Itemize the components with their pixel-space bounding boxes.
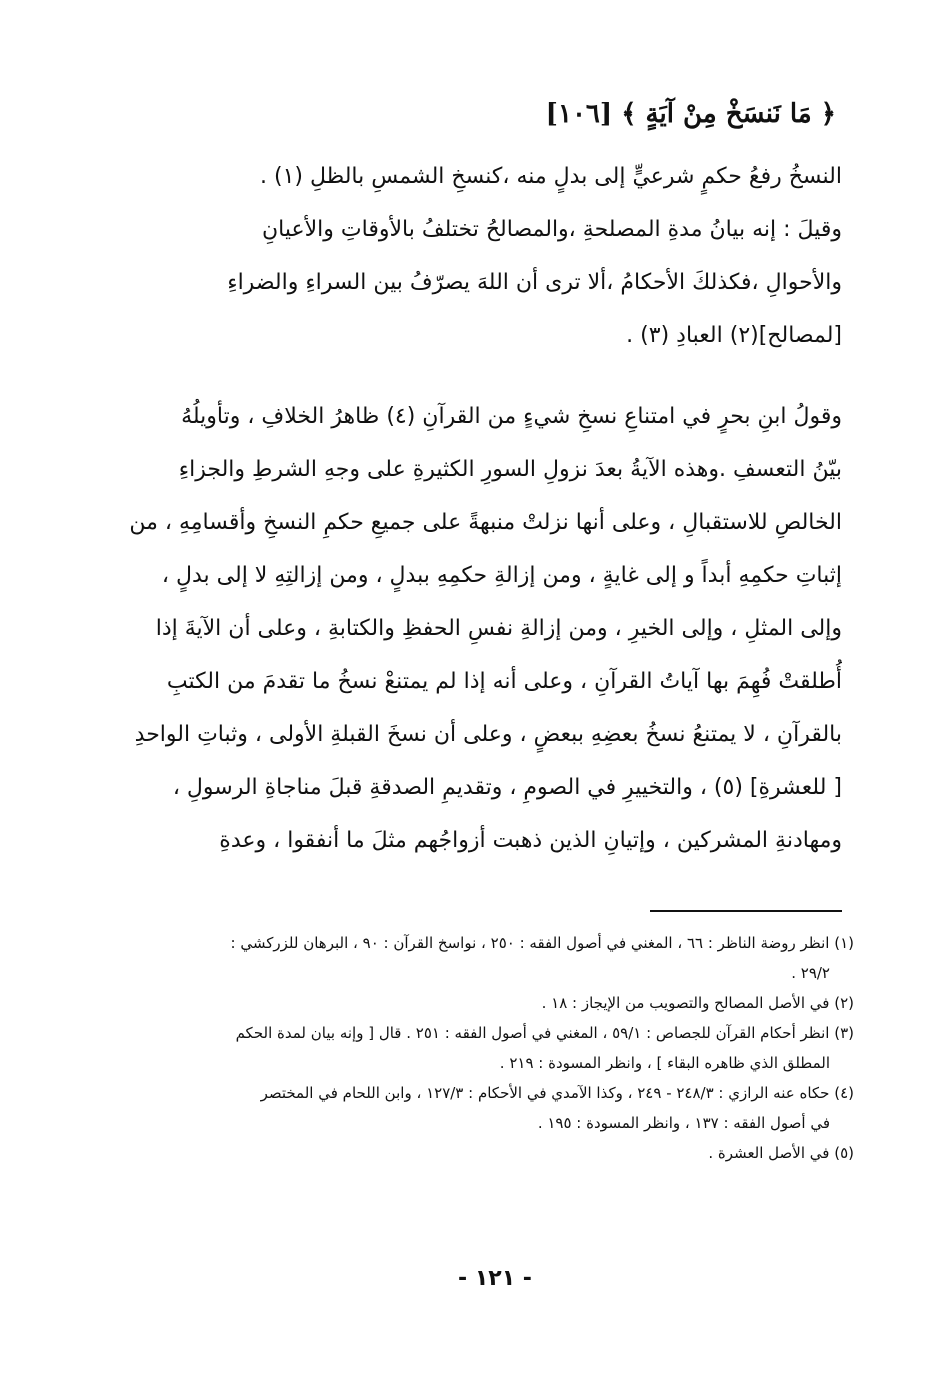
text-line: [لمصالح](٢) العبادِ (٣) . [626, 323, 842, 348]
footnote-line: (٣) انظر أحكام القرآن للجصاص : ٥٩/١ ، المغني في أصول الفقه : ٢٥١ . قال [ وإنه بيان لمدة الحكم [235, 1024, 854, 1042]
paragraph-gap [82, 362, 842, 390]
footnote-line: (٢) في الأصل المصالح والتصويب من الإيجاز : ١٨ . [541, 994, 854, 1012]
text-line: بيّنُ التعسفِ .وهذه الآيةُ بعدَ نزولِ السورِ الكثيرةِ على وجهِ الشرطِ والجزاءِ [178, 457, 842, 482]
text-line: وقيلَ : إنه بيانُ مدةِ المصلحةِ ،والمصالحُ تختلفُ بالأوقاتِ والأعيانِ [262, 217, 842, 242]
text-line: بالقرآنِ ، لا يمتنعُ نسخُ بعضِهِ ببعضٍ ، وعلى أن نسخَ القبلةِ الأولى ، وثباتِ الواحدِ [134, 722, 842, 747]
main-text [82, 150, 842, 867]
text-line: وقولُ ابنِ بحرٍ في امتناعِ نسخِ شيءٍ من القرآنِ (٤) ظاهرُ الخلافِ ، وتأويلُهُ [181, 404, 842, 429]
footnotes [154, 928, 854, 1168]
verse-heading: ﴿ مَا نَنسَخْ مِنْ آيَةٍ ﴾ [١٠٦] [545, 99, 836, 129]
text-line: وإلى المثلِ ، وإلى الخيرِ ، ومن إزالةِ نفسِ الحفظِ والكتابةِ ، وعلى أن الآيةَ إذا [155, 616, 842, 641]
text-line: الخالصِ للاستقبالِ ، وعلى أنها نزلتْ منبهةً على جميعِ حكمِ النسخِ وأقسامِهِ ، من [129, 510, 842, 535]
text-line: إثباتِ حكمِهِ أبداً و إلى غايةٍ ، ومن إزالةِ حكمِهِ ببدلٍ ، ومن إزالتِهِ لا إلى بدلٍ ، [161, 563, 842, 588]
text-line: والأحوالِ ،فكذلكَ الأحكامُ ،ألا ترى أن اللهَ يصرّفُ بين السراءِ والضراءِ [227, 270, 842, 295]
footnote-line: ٢٩/٢ . [791, 964, 830, 982]
text-line: [ للعشرةِ] (٥) ، والتخييرِ في الصومِ ، وتقديمِ الصدقةِ قبلَ مناجاةِ الرسولِ ، [172, 775, 842, 800]
footnote-line: (٤) حكاه عنه الرازي : ٢٤٨/٣ - ٢٤٩ ، وكذا الآمدي في الأحكام : ١٢٧/٣ ، وابن اللحام في المختصر [260, 1084, 854, 1102]
page-number: - ١٢١ - [458, 1266, 532, 1291]
footnote-line: (١) انظر روضة الناظر : ٦٦ ، المغني في أصول الفقه : ٢٥٠ ، نواسخ القرآن : ٩٠ ، البرهان للزركشي : [230, 934, 854, 952]
text-line: النسخُ رفعُ حكمٍ شرعيٍّ إلى بدلٍ منه ،كنسخِ الشمسِ بالظلِ (١) . [260, 164, 842, 189]
footnote-line: (٥) في الأصل العشرة . [708, 1144, 854, 1162]
footnote-line: المطلق الذي ظاهره البقاء ] ، وانظر المسودة : ٢١٩ . [499, 1054, 830, 1072]
footnote-line: في أصول الفقه : ١٣٧ ، وانظر المسودة : ١٩٥ . [537, 1114, 830, 1132]
text-line: ومهادنةِ المشركين ، وإتيانِ الذين ذهبت أزواجُهم مثلَ ما أنفقوا ، وعدةِ [219, 828, 842, 853]
text-line: أُطلقتْ فُهِمَ بها آياتُ القرآنِ ، وعلى أنه إذا لم يمتنعْ نسخُ ما تقدمَ من الكتبِ [166, 669, 842, 694]
footnote-separator [650, 910, 842, 912]
